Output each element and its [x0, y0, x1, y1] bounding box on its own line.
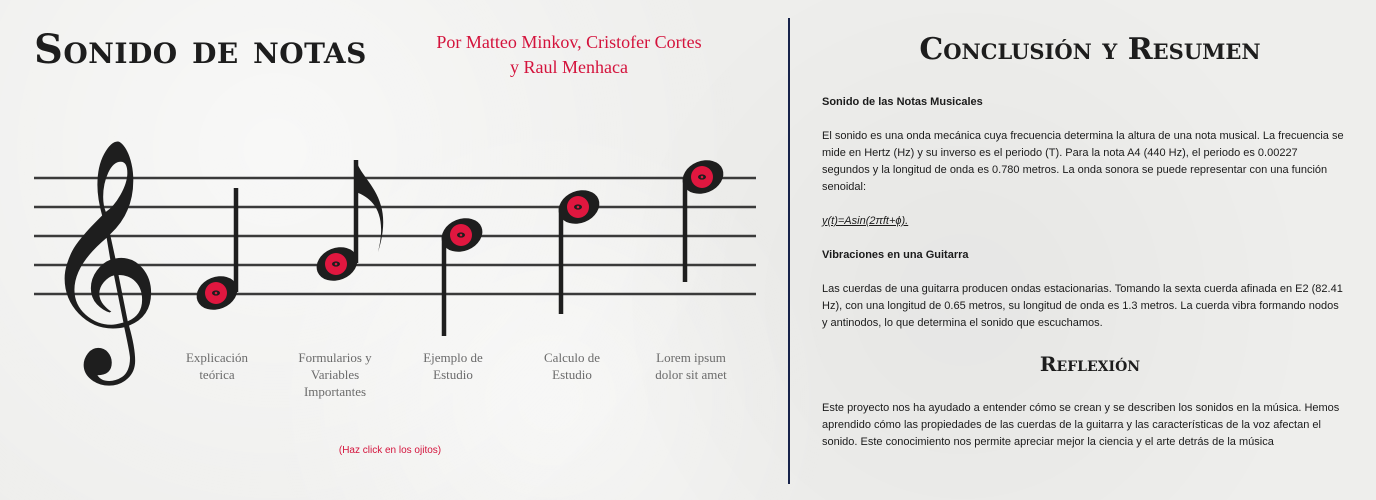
note-label-5[interactable]: Lorem ipsum dolor sit amet — [655, 350, 727, 382]
click-hint: (Haz click en los ojitos) — [338, 445, 442, 456]
authors-line-2: y Raul Menhaca — [510, 57, 628, 77]
section-1-text: El sonido es una onda mecánica cuya frecuencia determina la altura de una nota musical. La frecuencia se mide en Hertz (Hz) y su inverso es el periodo (T). Para la nota A4 (440 Hz), el periodo es 0.00227 segundos y la longitud de onda es 0.780 metros. La onda sonora se puede representar con una función senoidal: — [822, 130, 1344, 193]
right-panel — [790, 0, 1376, 500]
reflection-text: Este proyecto nos ha ayudado a entender cómo se crean y se describen los sonidos en la música. Hemos aprendido cómo las propiedades de las cuerdas de la guitarra y las características de la voz afectan el sonido. Este conocimiento nos permite apreciar mejor la ciencia y el arte detrás de la música — [822, 402, 1340, 448]
treble-clef-icon: 𝄞 — [40, 137, 162, 375]
section-2-heading: Vibraciones en una Guitarra — [822, 249, 969, 261]
section-2-text: Las cuerdas de una guitarra producen ondas estacionarias. Tomando la sexta cuerda afinada en E2 (82.41 Hz), con una longitud de 0.65 metros, su longitud de onda es 1.3 metros. La cuerda vibra formando nodos y antinodos, lo que determina el sonido que escuchamos. — [822, 283, 1343, 329]
conclusion-title: Conclusión y Resumen — [919, 32, 1261, 67]
formula: y(t)=Asin(2πft+ϕ). — [822, 215, 909, 227]
reflection-title: Reflexión — [1039, 352, 1141, 376]
page-title: Sonido de notas — [34, 26, 367, 73]
note-label-1[interactable]: Explicación teórica — [185, 350, 249, 382]
note-3[interactable] — [437, 212, 488, 336]
note-5[interactable] — [678, 154, 729, 282]
note-label-2[interactable]: Formularios y Variables Importantes — [298, 350, 372, 399]
note-label-4[interactable]: Calculo de Estudio — [544, 350, 600, 382]
note-label-3[interactable]: Ejemplo de Estudio — [423, 350, 483, 382]
conclusion-body — [822, 94, 1346, 349]
section-1-heading: Sonido de las Notas Musicales — [822, 96, 983, 108]
authors-line-1: Por Matteo Minkov, Cristofer Cortes — [436, 32, 702, 52]
